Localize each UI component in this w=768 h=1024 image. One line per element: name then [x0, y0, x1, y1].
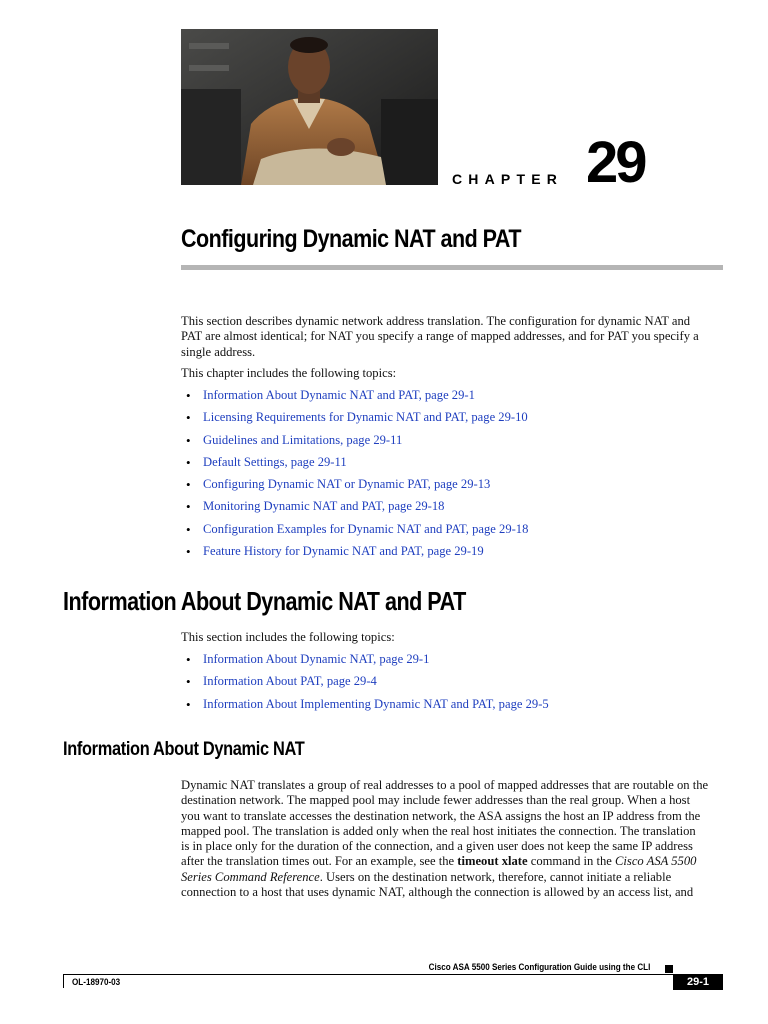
topic-link[interactable]: Information About Implementing Dynamic NAT and PAT, page 29-5 — [203, 696, 549, 711]
chapter-title: Configuring Dynamic NAT and PAT — [181, 225, 521, 253]
dynamic-nat-paragraph — [181, 778, 726, 900]
chapter-label: CHAPTER — [452, 171, 564, 187]
bullet-icon: • — [186, 652, 191, 667]
topic-link[interactable]: Information About Dynamic NAT, page 29-1 — [203, 652, 430, 666]
text-run: . Users on the destination network, therefore, cannot initiate a reliable — [319, 869, 672, 884]
chapter-photo — [181, 29, 438, 185]
bullet-icon: • — [186, 499, 191, 515]
subsection-heading: Information About Dynamic NAT — [63, 738, 305, 760]
intro-line: single address. — [181, 344, 256, 359]
footer-rule — [63, 974, 723, 975]
bullet-icon: • — [186, 410, 191, 426]
footer-page-number: 29-1 — [673, 975, 723, 990]
book-title: Cisco ASA 5500 — [615, 854, 697, 869]
intro-line: This section describes dynamic network address translation. The configuration for dynamic NAT and — [181, 314, 691, 328]
footer-tick — [63, 974, 64, 988]
list-item — [186, 522, 528, 544]
list-item — [186, 544, 528, 566]
bullet-icon: • — [186, 454, 191, 470]
bullet-icon: • — [186, 477, 191, 493]
footer-doc-number: OL-18970-03 — [72, 977, 121, 987]
topic-link[interactable]: Feature History for Dynamic NAT and PAT, page 29-19 — [203, 544, 484, 559]
topic-link[interactable]: Guidelines and Limitations, page 29-11 — [203, 432, 403, 447]
topic-link[interactable]: Licensing Requirements for Dynamic NAT and PAT, page 29-10 — [203, 410, 528, 425]
paragraph-line: is in place only for the duration of the connection, and a given user does not keep the same IP address — [181, 839, 693, 854]
section-heading: Information About Dynamic NAT and PAT — [63, 586, 466, 616]
bullet-icon: • — [186, 388, 191, 403]
topic-link[interactable]: Information About PAT, page 29-4 — [203, 674, 377, 689]
command-name: timeout xlate — [457, 854, 528, 869]
list-item — [186, 455, 528, 477]
paragraph-line — [181, 854, 726, 869]
bullet-icon: • — [186, 521, 191, 537]
topic-link[interactable]: Monitoring Dynamic NAT and PAT, page 29-18 — [203, 499, 445, 514]
topic-link[interactable]: Configuring Dynamic NAT or Dynamic PAT, page 29-13 — [203, 477, 491, 492]
section-topic-list — [186, 652, 549, 719]
bullet-icon: • — [186, 544, 191, 560]
paragraph-line: connection to a host that uses dynamic NAT, although the connection is allowed by an access list, and — [181, 885, 694, 900]
list-item — [186, 433, 528, 455]
paragraph-line: you want to translate accesses the destination network, the ASA assigns the host an IP address from the — [181, 808, 701, 823]
paragraph-line — [181, 870, 726, 885]
list-item — [186, 652, 549, 674]
footer-mark — [665, 965, 673, 973]
text-run: after the translation times out. For an example, see the — [181, 854, 458, 869]
bullet-icon: • — [186, 432, 191, 448]
bullet-icon: • — [186, 674, 191, 690]
text-run: command in the — [527, 854, 616, 869]
paragraph-line: Dynamic NAT translates a group of real addresses to a pool of mapped addresses that are routable on the — [181, 778, 709, 792]
intro-paragraph — [181, 314, 726, 360]
list-item — [186, 388, 528, 410]
list-item — [186, 410, 528, 432]
bullet-icon: • — [186, 696, 191, 712]
list-item — [186, 674, 549, 696]
list-item — [186, 697, 549, 719]
intro-line: PAT are almost identical; for NAT you specify a range of mapped addresses, and for PAT you specify a — [181, 329, 699, 344]
list-item — [186, 499, 528, 521]
chapter-number: 29 — [586, 130, 645, 195]
footer-guide-title: Cisco ASA 5500 Series Configuration Guide using the CLI — [428, 962, 650, 972]
list-item — [186, 477, 528, 499]
title-rule — [181, 265, 723, 270]
book-title: Series Command Reference — [181, 869, 320, 884]
chapter-topic-list — [186, 388, 528, 566]
chapter-topics-intro: This chapter includes the following topics: — [181, 366, 397, 380]
topic-link[interactable]: Configuration Examples for Dynamic NAT and PAT, page 29-18 — [203, 521, 529, 536]
topic-link[interactable]: Default Settings, page 29-11 — [203, 454, 347, 469]
section-topics-intro: This section includes the following topics: — [181, 630, 395, 644]
paragraph-line: mapped pool. The translation is added only when the real host initiates the connection. The translation — [181, 823, 696, 838]
paragraph-line: destination network. The mapped pool may include fewer addresses than the real group. When a host — [181, 793, 691, 808]
topic-link[interactable]: Information About Dynamic NAT and PAT, page 29-1 — [203, 388, 475, 402]
